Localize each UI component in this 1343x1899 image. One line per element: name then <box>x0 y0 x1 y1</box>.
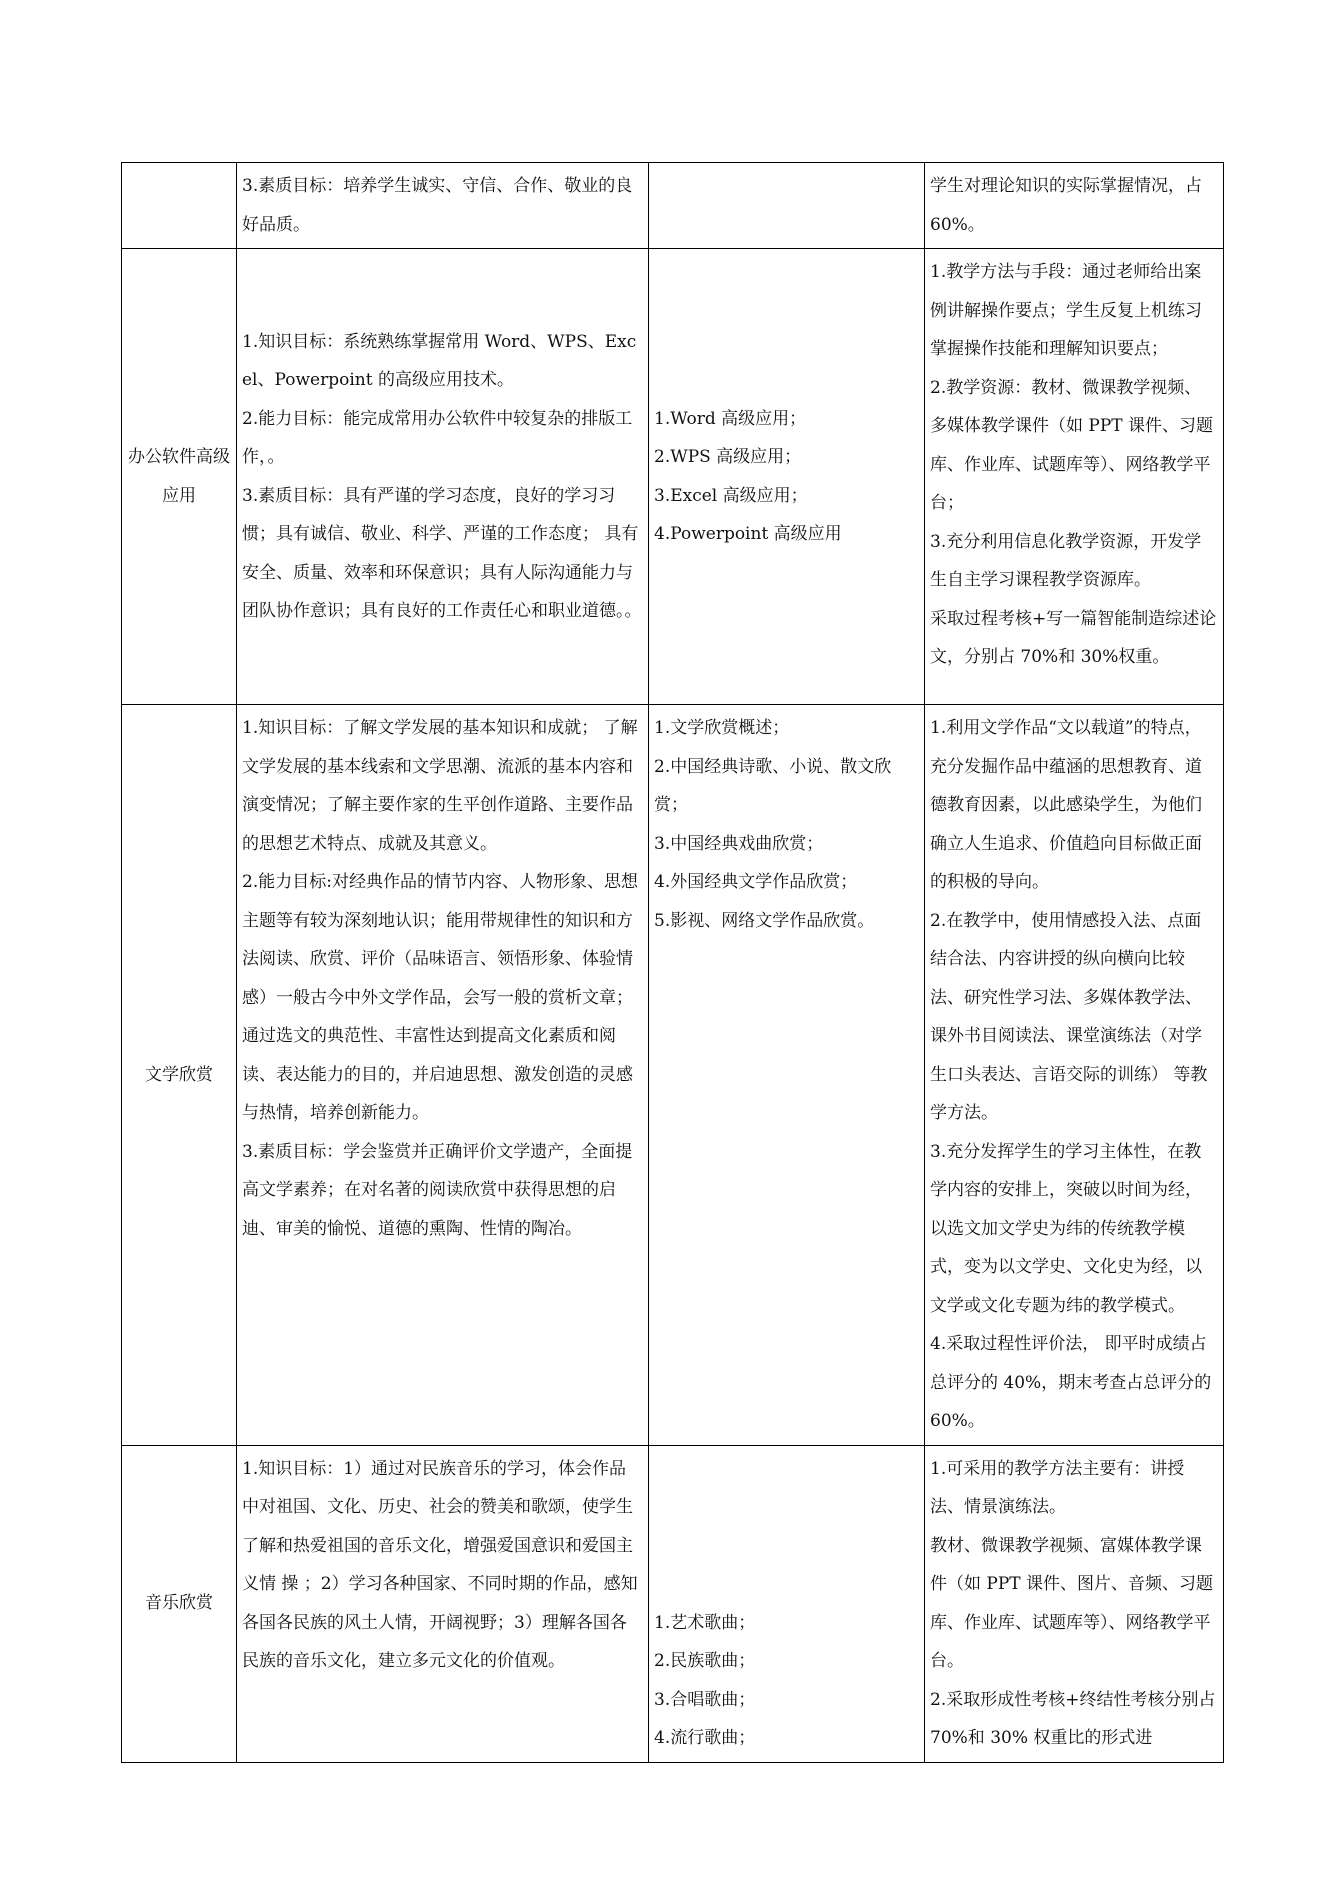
content-item: 3.中国经典戏曲欣赏； <box>654 833 824 854</box>
course-name: 文学欣赏 <box>145 1064 213 1085</box>
methods-cell <box>925 163 1224 249</box>
content-item: 1.艺术歌曲； <box>654 1612 756 1633</box>
method-item: 4.采取过程性评价法， 即平时成绩占总评分的 40%，期末考查占总评分的 60%。 <box>930 1334 1212 1431</box>
course-name-cell <box>122 1445 237 1762</box>
methods-cell <box>925 705 1224 1446</box>
contents-cell <box>649 705 925 1446</box>
method-item: 3.充分发挥学生的学习主体性，在教学内容的安排上，突破以时间为经， 以选文加文学史为纬的传统教学模式，变为以文学史、文化史为经，以文学或文化专题为纬的教学模式。 <box>930 1141 1202 1316</box>
content-item: 1.Word 高级应用； <box>654 408 807 429</box>
goals-cell <box>237 249 649 705</box>
table-row-continuation <box>122 163 1224 249</box>
goal-item: 2.能力目标:对经典作品的情节内容、人物形象、思想主题等有较为深刻地认识；能用带规律性的知识和方法阅读、欣赏、评价（品味语言、领悟形象、体验情感）一般古今中外文学作品，会写一般的赏析文章；通过选文的典范性、丰富性达到提高文化素质和阅读、表达能力的目的，并启迪思想、激发创造的灵感与热情，培养创新能力。 <box>242 872 638 1123</box>
content-item: 4.流行歌曲； <box>654 1728 756 1748</box>
goal-item: 1.知识目标：1）通过对民族音乐的学习，体会作品中对祖国、文化、历史、社会的赞美和歌颂，使学生了解和热爱祖国的音乐文化，增强爱国意识和爱国主义情 操 ；2）学习各种国家、不同时期的作品，感知各国各民族的风土人情，开阔视野；3）理解各国各民族的音乐文化，建立多元文化的价值观。 <box>242 1458 638 1671</box>
content-item: 2.民族歌曲； <box>654 1651 756 1671</box>
content-item: 2.WPS 高级应用； <box>654 447 802 467</box>
course-name: 办公软件高级应用 <box>128 447 230 506</box>
table-row-literature <box>122 705 1224 1446</box>
method-item: 1.教学方法与手段：通过老师给出案例讲解操作要点；学生反复上机练习掌握操作技能和理解知识要点； <box>930 262 1202 359</box>
method-item: 2.在教学中，使用情感投入法、点面结合法、内容讲授的纵向横向比较法、研究性学习法、多媒体教学法、课外书目阅读法、课堂演练法（对学生口头表达、言语交际的训练） 等教学方法。 <box>930 910 1208 1123</box>
content-item: 2.中国经典诗歌、小说、散文欣赏； <box>654 756 892 815</box>
method-item: 1.利用文学作品“文以载道”的特点，充分发掘作品中蕴涵的思想教育、道德教育因素，以此感染学生，为他们确立人生追求、价值趋向目标做正面的积极的导向。 <box>930 718 1202 892</box>
table-row-music <box>122 1445 1224 1762</box>
content-item: 5.影视、网络文学作品欣赏。 <box>654 910 875 931</box>
content-item: 4.外国经典文学作品欣赏； <box>654 872 858 892</box>
content-item: 3.Excel 高级应用； <box>654 485 808 506</box>
methods-cell <box>925 1445 1224 1762</box>
curriculum-table <box>121 162 1224 1763</box>
contents-cell <box>649 163 925 249</box>
goal-item: 2.能力目标：能完成常用办公软件中较复杂的排版工作，。 <box>242 408 633 467</box>
content-item: 3.合唱歌曲； <box>654 1689 756 1710</box>
methods-cell <box>925 249 1224 705</box>
method-item: 学生对理论知识的实际掌握情况，占 60%。 <box>930 176 1202 235</box>
course-name: 音乐欣赏 <box>145 1593 213 1614</box>
content-item: 4.Powerpoint 高级应用 <box>654 524 842 544</box>
goals-cell <box>237 163 649 249</box>
goal-item: 3.素质目标：学会鉴赏并正确评价文学遗产，全面提高文学素养；在对名著的阅读欣赏中获得思想的启迪、审美的愉悦、道德的熏陶、性情的陶冶。 <box>242 1141 633 1239</box>
course-name-cell <box>122 705 237 1446</box>
goal-item: 3.素质目标：培养学生诚实、守信、合作、敬业的良好品质。 <box>242 176 633 235</box>
contents-cell <box>649 1445 925 1762</box>
table-row-office-software <box>122 249 1224 705</box>
goals-cell <box>237 1445 649 1762</box>
contents-cell <box>649 249 925 705</box>
course-name-cell <box>122 249 237 705</box>
content-item: 1.文学欣赏概述； <box>654 718 790 738</box>
method-item: 1.可采用的教学方法主要有：讲授法、情景演练法。 <box>930 1458 1185 1517</box>
method-item: 2.教学资源：教材、微课教学视频、多媒体教学课件（如 PPT 课件、习题库、作业库、试题库等）、网络教学平台； <box>930 377 1214 513</box>
goal-item: 3.素质目标：具有严谨的学习态度，良好的学习习惯；具有诚信、敬业、科学、严谨的工作态度； 具有安全、质量、效率和环保意识；具有人际沟通能力与团队协作意识；具有良好的工作责任心和职业道德。。 <box>242 485 642 621</box>
goal-item: 1.知识目标：了解文学发展的基本知识和成就； 了解文学发展的基本线索和文学思潮、流派的基本内容和演变情况；了解主要作家的生平创作道路、主要作品的思想艺术特点、成就及其意义。 <box>242 718 638 854</box>
method-item: 3.充分利用信息化教学资源，开发学生自主学习课程教学资源库。 <box>930 531 1202 590</box>
goals-cell <box>237 705 649 1446</box>
course-name-cell <box>122 163 237 249</box>
method-item: 教材、微课教学视频、富媒体教学课件（如 PPT 课件、图片、音频、习题库、作业库、试题库等）、网络教学平台。 <box>930 1535 1214 1671</box>
method-item: 2.采取形成性考核+终结性考核分别占 70%和 30% 权重比的形式进 <box>930 1689 1216 1748</box>
method-item: 采取过程考核+写一篇智能制造综述论文，分别占 70%和 30%权重。 <box>930 608 1217 667</box>
goal-item: 1.知识目标：系统熟练掌握常用 Word、WPS、Excel、Powerpoint 的高级应用技术。 <box>242 331 637 390</box>
